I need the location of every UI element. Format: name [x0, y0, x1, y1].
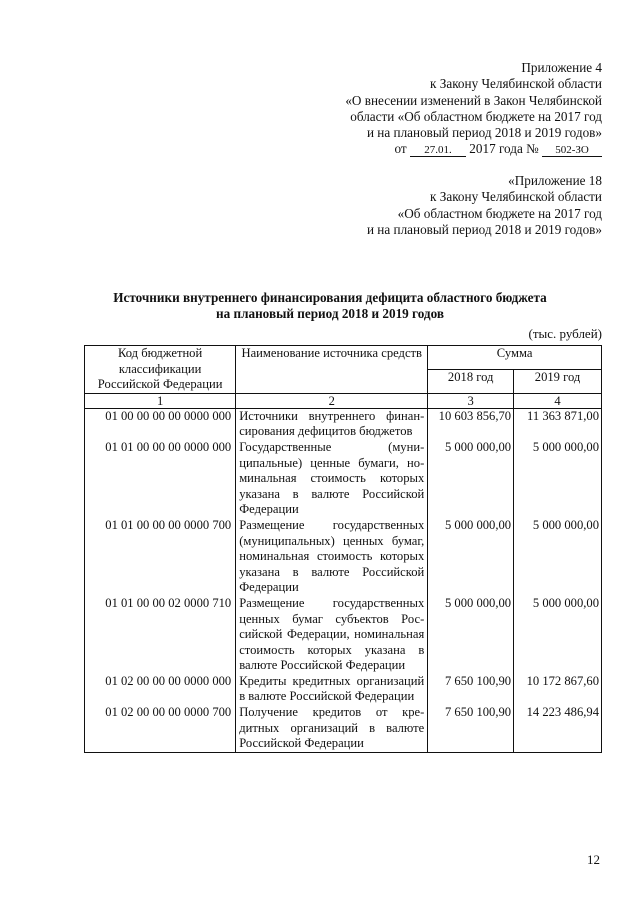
row-amount-2018: 10 603 856,70 — [428, 408, 514, 440]
table-row — [85, 596, 602, 674]
appendix-line: и на плановый период 2018 и 2019 годов» — [366, 221, 602, 237]
row-name: Государственные (муниципальные) ценные бумаги, номинальная стоимость которых указана в валюте Российской Федерации — [236, 440, 428, 518]
amendment-line: области «Об областном бюджете на 2017 год — [350, 108, 602, 124]
column-number: 2 — [236, 393, 428, 408]
row-amount-2019: 5 000 000,00 — [514, 440, 602, 518]
appendix-line: «Приложение 18 — [508, 173, 602, 188]
table-row — [85, 705, 602, 752]
law-number: 502-ЗО — [542, 144, 602, 157]
amendment-header — [345, 60, 602, 158]
amendment-line: Приложение 4 — [521, 60, 602, 75]
date-middle: 2017 года № — [469, 141, 539, 157]
header-year-2018: 2018 год — [428, 369, 514, 393]
date-prefix: от — [394, 141, 407, 157]
table-row — [85, 408, 602, 440]
units-note: (тыс. рублей) — [528, 326, 602, 341]
row-amount-2018: 7 650 100,90 — [428, 705, 514, 752]
appendix-header — [367, 173, 602, 238]
amendment-line: и на плановый период 2018 и 2019 годов» — [366, 125, 602, 141]
table-row — [85, 518, 602, 596]
row-code: 01 02 00 00 00 0000 000 — [85, 674, 236, 705]
appendix-line: к Закону Челябинской области — [430, 189, 602, 205]
appendix-line: «Об областном бюджете на 2017 год — [397, 205, 602, 221]
row-amount-2018: 5 000 000,00 — [428, 518, 514, 596]
row-amount-2018: 5 000 000,00 — [428, 440, 514, 518]
row-amount-2019: 10 172 867,60 — [514, 674, 602, 705]
row-amount-2019: 5 000 000,00 — [514, 596, 602, 674]
column-number: 1 — [85, 393, 236, 408]
document-title — [60, 290, 600, 322]
row-code: 01 01 00 00 00 0000 000 — [85, 440, 236, 518]
title-line-2: на плановый период 2018 и 2019 годов — [216, 306, 444, 321]
amendment-line: к Закону Челябинской области — [430, 76, 602, 92]
row-amount-2019: 5 000 000,00 — [514, 518, 602, 596]
header-year-2019: 2019 год — [514, 369, 602, 393]
row-name: Источники внутреннего финансирования дефицитов бюджетов — [236, 408, 428, 440]
row-name: Кредиты кредитных организаций в валюте Российской Федерации — [236, 674, 428, 705]
table-row — [85, 440, 602, 518]
row-amount-2018: 5 000 000,00 — [428, 596, 514, 674]
row-code: 01 02 00 00 00 0000 700 — [85, 705, 236, 752]
row-name: Размещение государственных ценных бумаг субъектов Российской Федерации, номинальная стоимость которых указана в валюте Российской Федерации — [236, 596, 428, 674]
header-sum: Сумма — [428, 346, 602, 370]
header-code: Код бюджетной классификации Российской Федерации — [85, 346, 236, 394]
row-amount-2019: 14 223 486,94 — [514, 705, 602, 752]
row-code: 01 00 00 00 00 0000 000 — [85, 408, 236, 440]
date-value: 27.01. — [410, 144, 466, 157]
row-code: 01 01 00 00 00 0000 700 — [85, 518, 236, 596]
row-name: Размещение государственных (муниципальных) ценных бумаг, номинальная стоимость которых указана в валюте Российской Федерации — [236, 518, 428, 596]
table-row — [85, 674, 602, 705]
row-name: Получение кредитов от кредитных организаций в валюте Российской Федерации — [236, 705, 428, 752]
page-number: 12 — [587, 852, 600, 867]
row-code: 01 01 00 00 02 0000 710 — [85, 596, 236, 674]
amendment-date-line — [345, 141, 602, 157]
amendment-line: «О внесении изменений в Закон Челябинской — [345, 92, 602, 108]
row-amount-2018: 7 650 100,90 — [428, 674, 514, 705]
title-line-1: Источники внутреннего финансирования дефицита областного бюджета — [113, 290, 547, 305]
row-amount-2019: 11 363 871,00 — [514, 408, 602, 440]
column-number: 3 — [428, 393, 514, 408]
financing-sources-table — [84, 345, 602, 753]
header-name: Наименование источника средств — [236, 346, 428, 394]
column-number: 4 — [514, 393, 602, 408]
